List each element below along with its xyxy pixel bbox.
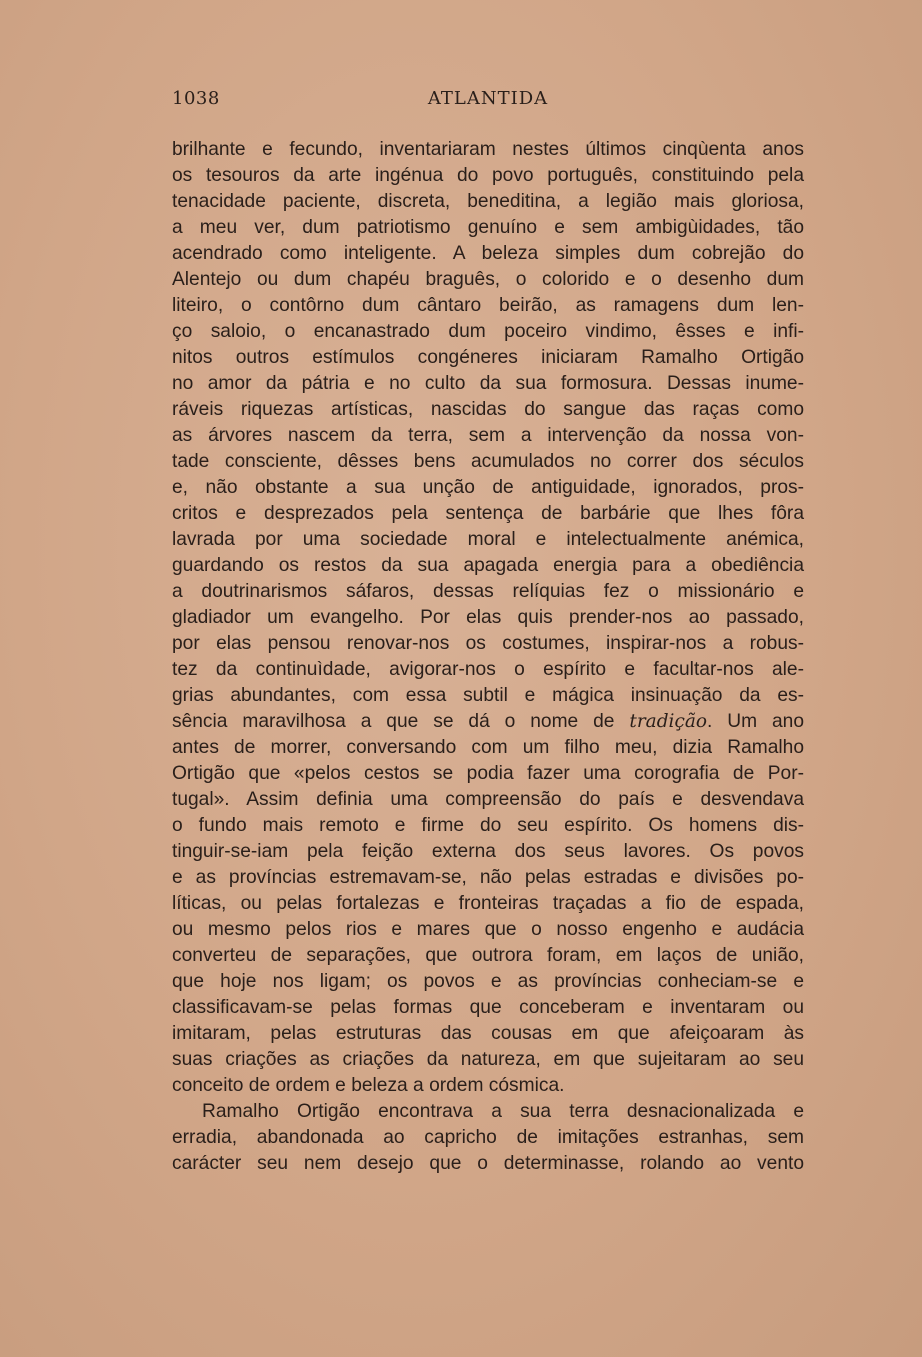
- text-line: critos e desprezados pela sentença de barbárie que lhes fôra: [172, 503, 804, 524]
- text-line: os tesouros da arte ingénua do povo português, constituindo pela: [172, 165, 804, 186]
- text-line: acendrado como inteligente. A beleza simples dum cobrejão do: [172, 243, 804, 264]
- text-line: grias abundantes, com essa subtil e mágica insinuação da es-: [172, 685, 804, 706]
- text-line: Ramalho Ortigão encontrava a sua terra desnacionalizada e: [202, 1101, 804, 1122]
- text-line: classificavam-se pelas formas que conceberam e inventaram ou: [172, 997, 804, 1018]
- body-text: [172, 137, 804, 1177]
- text-line: brilhante e fecundo, inventariaram nestes últimos cinqùenta anos: [172, 139, 804, 160]
- text-line: carácter seu nem desejo que o determinasse, rolando ao vento: [172, 1153, 804, 1174]
- text-line: Alentejo ou dum chapéu braguês, o colorido e o desenho dum: [172, 269, 804, 290]
- text-line: o fundo mais remoto e firme do seu espírito. Os homens dis-: [172, 815, 804, 836]
- text-fragment: sência maravilhosa a que se dá o nome de: [172, 711, 630, 732]
- text-line: as árvores nascem da terra, sem a intervenção da nossa von-: [172, 425, 804, 446]
- text-line: a doutrinarismos sáfaros, dessas relíquias fez o missionário e: [172, 581, 804, 602]
- page-number: 1038: [172, 88, 220, 109]
- text-line: tenacidade paciente, discreta, beneditina, a legião mais gloriosa,: [172, 191, 804, 212]
- text-line-with-italic: [172, 709, 804, 735]
- text-line: Ortigão que «pelos cestos se podia fazer uma corografia de Por-: [172, 763, 804, 784]
- running-title: ATLANTIDA: [427, 88, 549, 109]
- text-line: ráveis riquezas artísticas, nascidas do sangue das raças como: [172, 399, 804, 420]
- text-line: erradia, abandonada ao capricho de imitações estranhas, sem: [172, 1127, 804, 1148]
- text-line: e as províncias estremavam-se, não pelas estradas e divisões po-: [172, 867, 804, 888]
- text-line: suas criações as criações da natureza, em que sujeitaram ao seu: [172, 1049, 804, 1070]
- text-line: ou mesmo pelos rios e mares que o nosso engenho e audácia: [172, 919, 804, 940]
- text-line: nitos outros estímulos congéneres iniciaram Ramalho Ortigão: [172, 347, 804, 368]
- text-line: líticas, ou pelas fortalezas e fronteiras traçadas a fio de espada,: [172, 893, 804, 914]
- text-line: e, não obstante a sua unção de antiguidade, ignorados, pros-: [172, 477, 804, 498]
- text-line: por elas pensou renovar-nos os costumes, inspirar-nos a robus-: [172, 633, 804, 654]
- paragraph-2: [172, 1099, 804, 1177]
- text-line: liteiro, o contôrno dum cântaro beirão, as ramagens dum len-: [172, 295, 804, 316]
- text-line: tinguir-se-iam pela feição externa dos seus lavores. Os povos: [172, 841, 804, 862]
- text-fragment: . Um ano: [707, 711, 804, 732]
- text-line: a meu ver, dum patriotismo genuíno e sem ambigùidades, tão: [172, 217, 804, 238]
- text-line: converteu de separações, que outrora foram, em laços de união,: [172, 945, 804, 966]
- text-line: conceito de ordem e beleza a ordem cósmica.: [172, 1075, 565, 1096]
- text-line: ço saloio, o encanastrado dum poceiro vindimo, êsses e infi-: [172, 321, 804, 342]
- text-line: tugal». Assim definia uma compreensão do país e desvendava: [172, 789, 804, 810]
- italic-term: tradição: [629, 711, 707, 732]
- text-line: tade consciente, dêsses bens acumulados no correr dos séculos: [172, 451, 804, 472]
- text-line: que hoje nos ligam; os povos e as províncias conheciam-se e: [172, 971, 804, 992]
- paragraph-1: [172, 137, 804, 1099]
- text-line: antes de morrer, conversando com um filho meu, dizia Ramalho: [172, 737, 804, 758]
- text-line: tez da continuìdade, avigorar-nos o espírito e facultar-nos ale-: [172, 659, 804, 680]
- text-line: imitaram, pelas estruturas das cousas em que afeiçoaram às: [172, 1023, 804, 1044]
- text-line: guardando os restos da sua apagada energia para a obediência: [172, 555, 804, 576]
- page-header: [172, 88, 804, 118]
- text-line: gladiador um evangelho. Por elas quis prender-nos ao passado,: [172, 607, 804, 628]
- text-line: lavrada por uma sociedade moral e intelectualmente anémica,: [172, 529, 804, 550]
- text-line: no amor da pátria e no culto da sua formosura. Dessas inume-: [172, 373, 804, 394]
